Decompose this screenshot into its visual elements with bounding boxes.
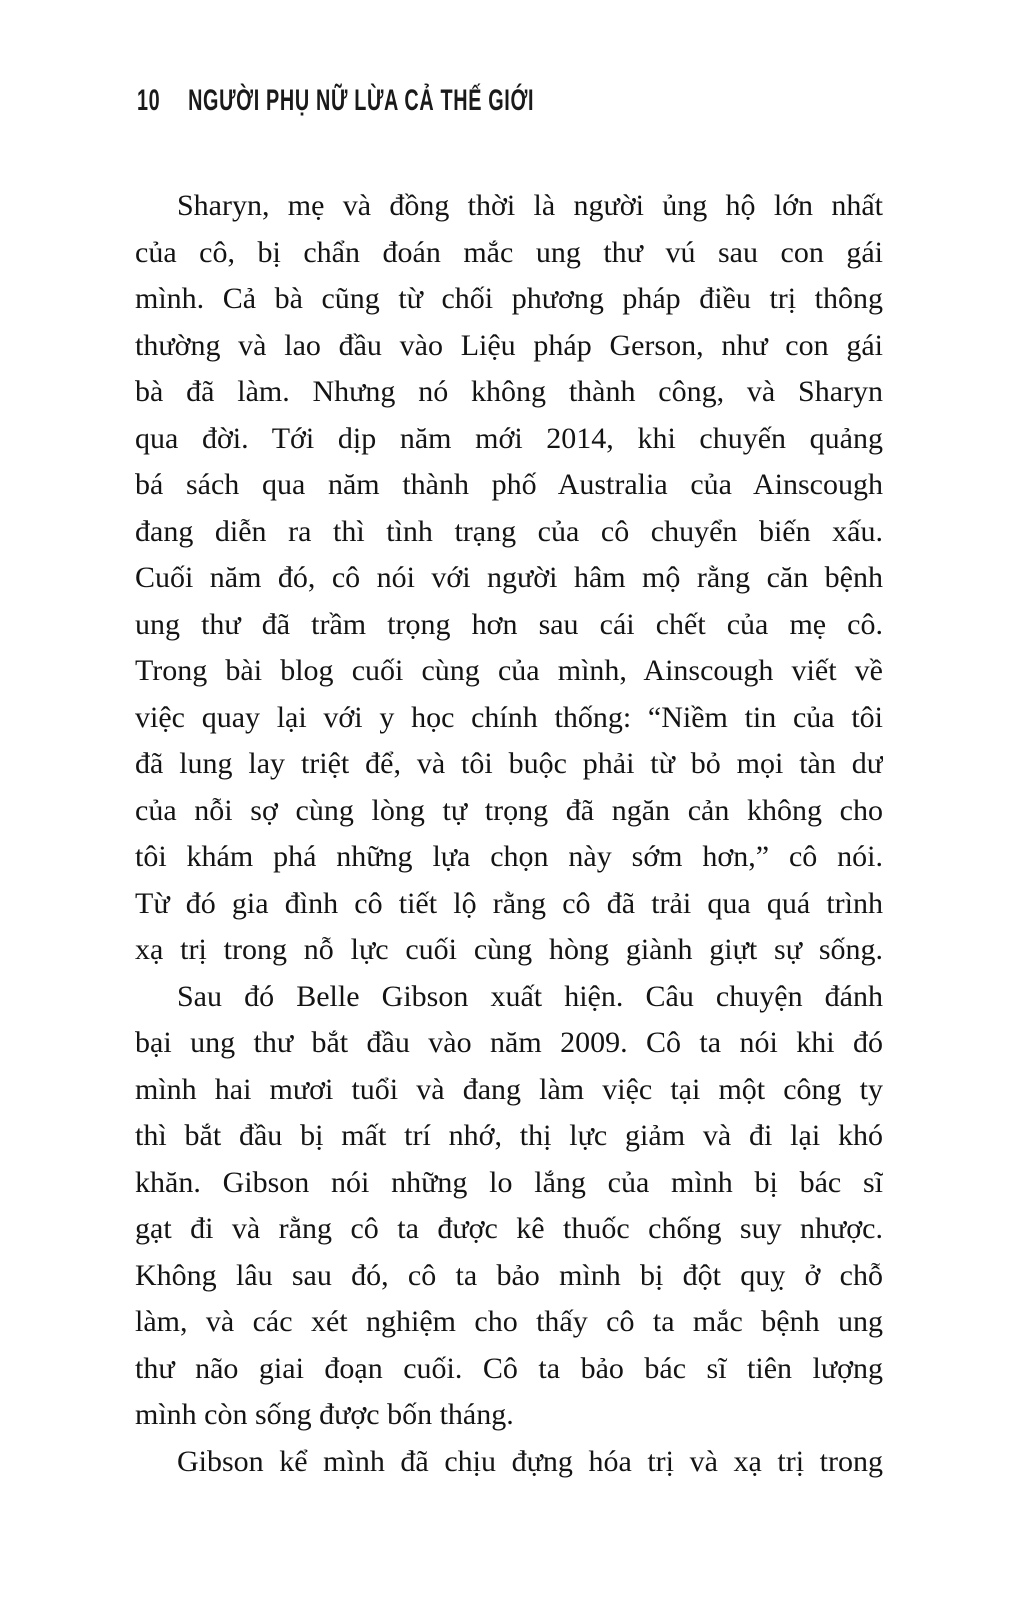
text-line: Cuối năm đó, cô nói với người hâm mộ rằng căn bệnh <box>135 561 883 594</box>
text-line: việc quay lại với y học chính thống: “Niềm tin của tôi <box>135 700 883 734</box>
text-line: thường và lao đầu vào Liệu pháp Gerson, như con gái <box>135 328 883 362</box>
text-line: mình hai mươi tuổi và đang làm việc tại một công ty <box>135 1072 883 1106</box>
text-line: mình. Cả bà cũng từ chối phương pháp điều trị thông <box>135 282 883 315</box>
text-line: xạ trị trong nỗ lực cuối cùng hòng giành giựt sự sống. <box>135 933 883 966</box>
running-title: NGƯỜI PHỤ NỮ LỪA CẢ THẾ GIỚI <box>188 84 535 117</box>
page-number: 10 <box>137 84 161 117</box>
text-line: gạt đi và rằng cô ta được kê thuốc chống suy nhược. <box>135 1212 883 1245</box>
text-line: của cô, bị chẩn đoán mắc ung thư vú sau con gái <box>135 235 883 269</box>
text-line: Không lâu sau đó, cô ta bảo mình bị đột quỵ ở chỗ <box>135 1258 883 1292</box>
text-line: bá sách qua năm thành phố Australia của Ainscough <box>135 468 883 501</box>
running-header <box>137 84 534 118</box>
text-line: đang diễn ra thì tình trạng của cô chuyển biến xấu. <box>135 514 883 548</box>
text-line: qua đời. Tới dịp năm mới 2014, khi chuyến quảng <box>135 421 883 455</box>
text-line: tôi khám phá những lựa chọn này sớm hơn,” cô nói. <box>135 840 883 873</box>
text-line: Trong bài blog cuối cùng của mình, Ainscough viết về <box>135 654 883 687</box>
text-line: thư não giai đoạn cuối. Cô ta bảo bác sĩ tiên lượng <box>135 1351 883 1385</box>
body-text <box>135 183 883 1485</box>
text-line: Gibson kể mình đã chịu đựng hóa trị và xạ trị trong <box>177 1444 883 1478</box>
text-line: đã lung lay triệt để, và tôi buộc phải từ bỏ mọi tàn dư <box>135 747 883 780</box>
text-line: mình còn sống được bốn tháng. <box>135 1398 514 1431</box>
text-line: bại ung thư bắt đầu vào năm 2009. Cô ta nói khi đó <box>135 1026 883 1059</box>
text-line: thì bắt đầu bị mất trí nhớ, thị lực giảm và đi lại khó <box>135 1119 883 1152</box>
text-line: ung thư đã trầm trọng hơn sau cái chết của mẹ cô. <box>135 607 883 641</box>
text-line: khăn. Gibson nói những lo lắng của mình bị bác sĩ <box>135 1165 883 1199</box>
text-line: của nỗi sợ cùng lòng tự trọng đã ngăn cản không cho <box>135 793 883 827</box>
text-line: Sau đó Belle Gibson xuất hiện. Câu chuyện đánh <box>177 979 883 1013</box>
text-line: Từ đó gia đình cô tiết lộ rằng cô đã trải qua quá trình <box>135 886 883 920</box>
text-line: Sharyn, mẹ và đồng thời là người ủng hộ lớn nhất <box>177 189 883 222</box>
text-line: bà đã làm. Nhưng nó không thành công, và Sharyn <box>135 375 883 408</box>
text-line: làm, và các xét nghiệm cho thấy cô ta mắc bệnh ung <box>135 1305 883 1338</box>
